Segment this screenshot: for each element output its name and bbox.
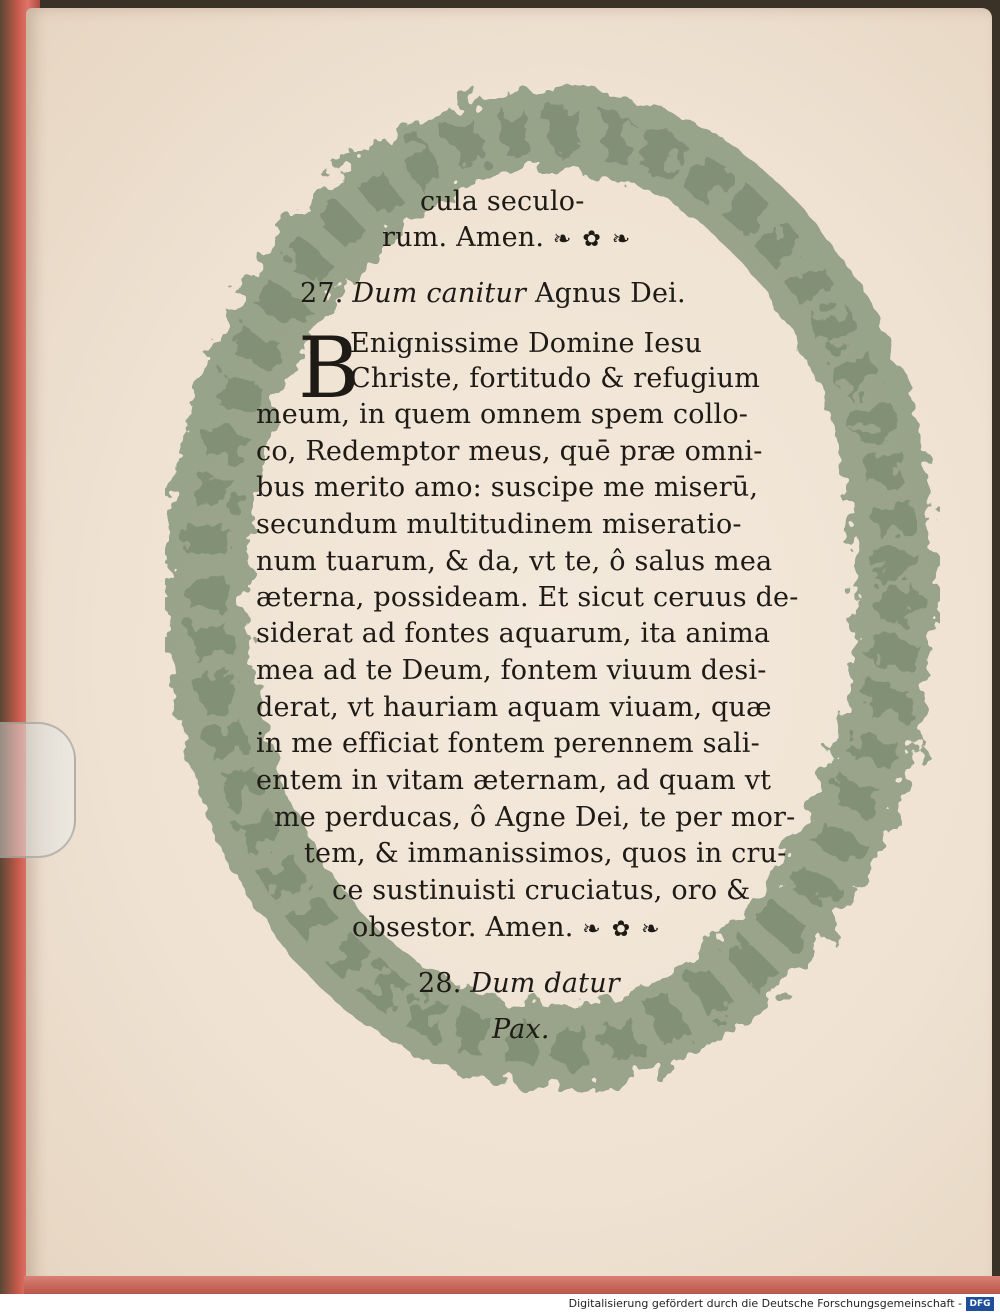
dfg-logo: DFG — [966, 1297, 994, 1311]
drop-cap: B — [298, 319, 360, 417]
text-line — [352, 914, 662, 941]
text-line: siderat ad fontes aquarum, ita anima — [256, 618, 771, 649]
text-line: bus merito amo: suscipe me miserū, — [256, 472, 759, 503]
digitization-footer — [0, 1294, 1000, 1314]
section-heading-27 — [300, 280, 686, 307]
section-heading-roman: Agnus Dei. — [534, 278, 686, 309]
funding-note: Digitalisierung gefördert durch die Deutsche Forschungsgemeinschaft - — [568, 1297, 962, 1310]
section-number: 28. — [418, 968, 462, 999]
page-clip — [0, 722, 76, 858]
text-line-part: obsestor. Amen. — [352, 912, 574, 943]
ornament-icon: ❧ ✿ ❧ — [552, 227, 633, 252]
text-line: num tuarum, & da, vt te, ô salus mea — [256, 546, 773, 577]
text-line: mea ad te Deum, fontem viuum desi- — [256, 655, 767, 686]
text-line: meum, in quem omnem spem collo- — [256, 399, 749, 430]
text-line: co, Redemptor meus, quē præ omni- — [256, 436, 763, 467]
text-line: cula seculo- — [420, 186, 585, 217]
text-line: tem, & immanissimos, quos in cru- — [304, 838, 787, 869]
text-line: derat, vt hauriam aquam viuam, quæ — [256, 692, 772, 723]
text-line: me perducas, ô Agne Dei, te per mor- — [274, 802, 796, 833]
text-line: entem in vitam æternam, ad quam vt — [256, 765, 772, 796]
section-heading-28 — [418, 970, 620, 997]
section-heading-italic: Dum canitur — [352, 278, 527, 309]
text-line: Enignissime Domine Iesu — [350, 328, 703, 359]
text-line: secundum multitudinem miseratio- — [256, 509, 742, 540]
text-line: æterna, possideam. Et sicut ceruus de- — [256, 582, 799, 613]
text-line: Christe, fortitudo & refugium — [350, 363, 761, 394]
section-heading-italic: Dum datur — [470, 968, 620, 999]
text-line — [382, 224, 632, 251]
text-line: ce sustinuisti cruciatus, oro & — [332, 875, 751, 906]
text-line-part: rum. Amen. — [382, 222, 545, 253]
ornament-icon: ❧ ✿ ❧ — [582, 917, 662, 942]
section-number: 27. — [300, 278, 344, 309]
section-heading-28-continued: Pax. — [492, 1014, 550, 1045]
book-bottom-edge — [24, 1276, 1000, 1294]
text-line: in me efficiat fontem perennem sali- — [256, 728, 760, 759]
